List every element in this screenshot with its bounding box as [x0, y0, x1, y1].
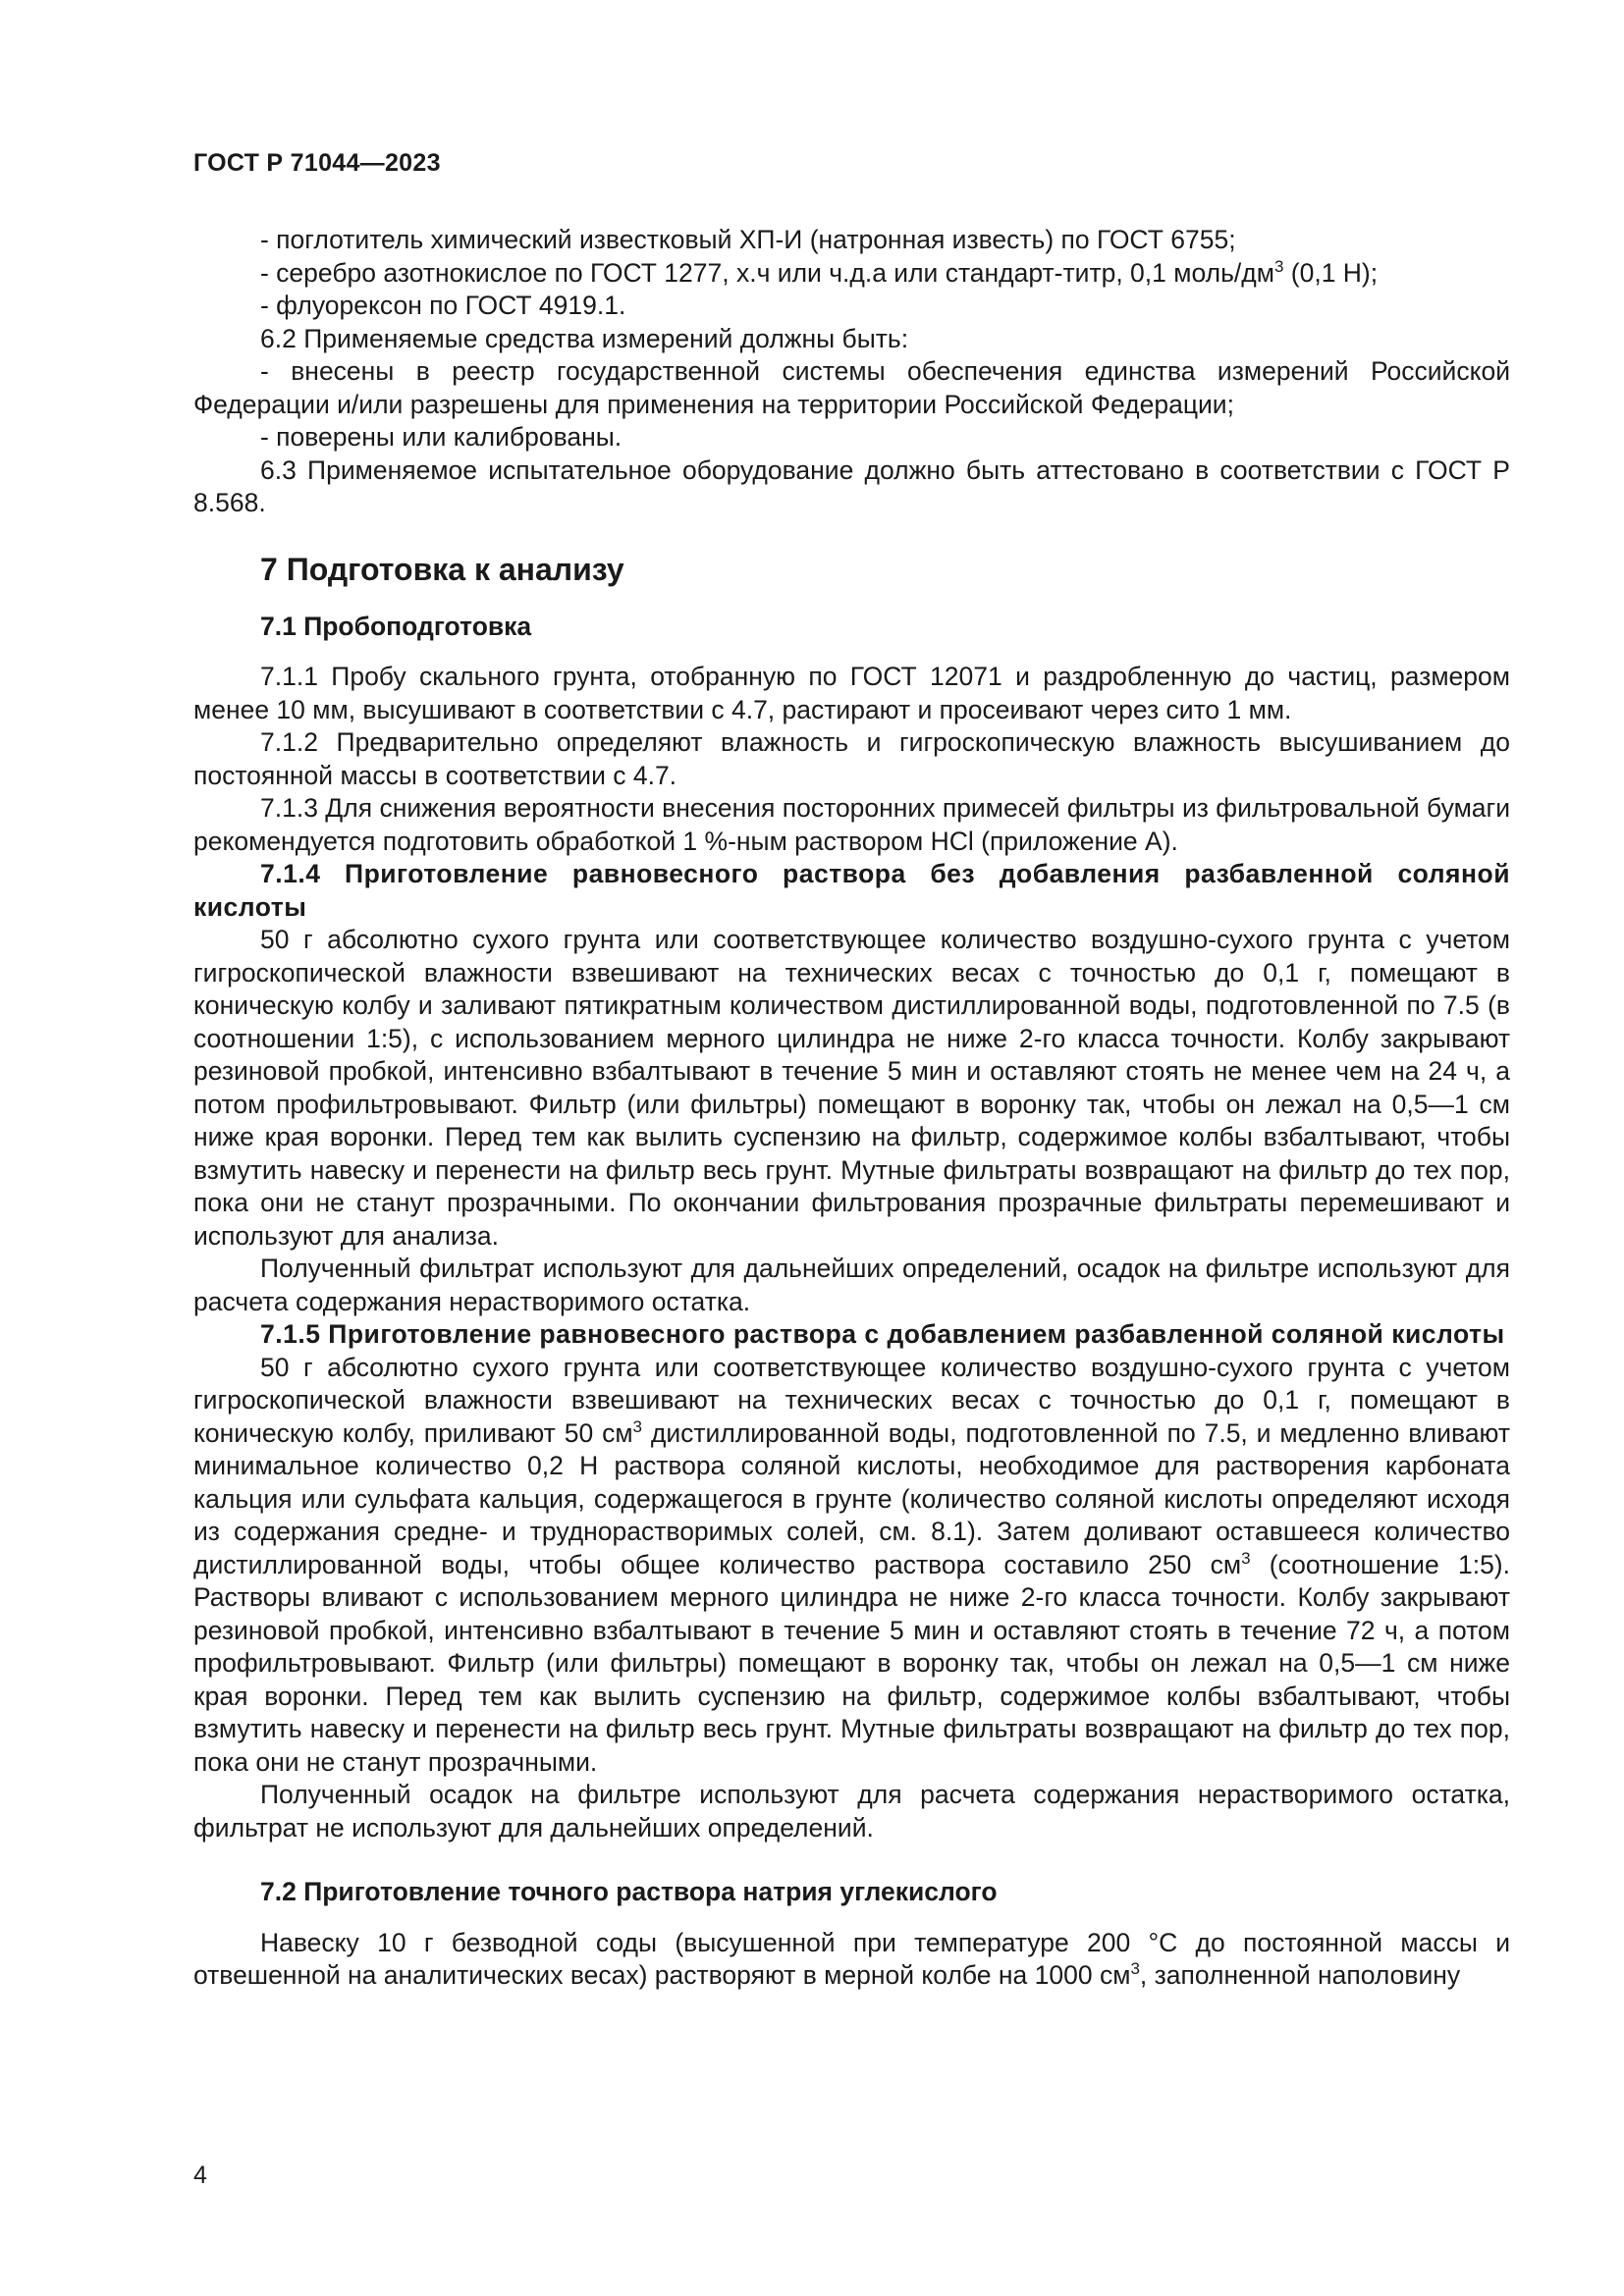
paragraph: 7.1.2 Предварительно определяют влажность и гигроскопическую влажность высушиванием до постоянной массы в соответствии с 4.7.: [193, 727, 1510, 790]
clause-heading: 7.1.4 Приготовление равновесного раствора без добавления разбавленной соляной кислоты: [193, 859, 1510, 922]
clause-heading: 7.1.5 Приготовление равновесного раствора с добавлением разбавленной соляной кислоты: [260, 1319, 1505, 1349]
paragraph: - внесены в реестр государственной системы обеспечения единства измерений Российской Федерации и/или разрешены для применения на территории Российской Федерации;: [193, 356, 1510, 419]
paragraph: 6.3 Применяемое испытательное оборудование должно быть аттестовано в соответствии с ГОСТ Р 8.568.: [193, 454, 1510, 517]
text-run: (соотношение 1:5). Растворы вливают с использованием мерного цилиндра не ниже 2-го класса точности. Колбу закрывают резиновой пробкой, интенсивно взбалтывают в течение 5 мин и оставляют стоять в течение 72 ч, а потом профильтровывают. Фильтр (или фильтры) помещают в воронку так, чтобы он лежал на 0,5—1 см ниже края воронки. Перед тем как вылить суспензию на фильтр, содержимое колбы взбалтывают, чтобы взмутить навеску и перенести на фильтр весь грунт. Мутные фильтраты возвращают на фильтр до тех пор, пока они не станут прозрачными.: [193, 1549, 1510, 1777]
paragraph: 6.2 Применяемые средства измерений должны быть:: [260, 323, 909, 353]
text-run: (0,1 Н);: [1283, 257, 1379, 288]
text-run: , заполненной наполовину: [1139, 1960, 1461, 1990]
paragraph: 7.1.3 Для снижения вероятности внесения посторонних примесей фильтры из фильтровальной бумаги рекомендуется подготовить обработкой 1 %-ным раствором HCl (приложение А).: [193, 793, 1510, 856]
paragraph: 7.1.1 Пробу скального грунта, отобранную по ГОСТ 12071 и раздробленную до частиц, размером менее 10 мм, высушивают в соответствии с 4.7, растирают и просеивают через сито 1 мм.: [193, 662, 1510, 724]
superscript: 3: [632, 1416, 643, 1436]
text-run: - серебро азотнокислое по ГОСТ 1277, х.ч или ч.д.а или стандарт-титр, 0,1 моль/дм: [260, 257, 1274, 288]
document-header: ГОСТ Р 71044—2023: [193, 149, 441, 177]
subsection-heading: 7.1 Пробоподготовка: [260, 611, 532, 641]
superscript: 3: [1273, 256, 1284, 276]
paragraph: [193, 257, 1510, 291]
paragraph: Полученный осадок на фильтре используют для расчета содержания нерастворимого остатка, фильтрат не используют для дальнейших определений.: [193, 1780, 1510, 1842]
paragraph: 50 г абсолютно сухого грунта или соответствующее количество воздушно-сухого грунта с учетом гигроскопической влажности взвешивают на технических весах с точностью до 0,1 г, помещают в коническую колбу и заливают пятикратным количеством дистиллированной воды, подготовленной по 7.5 (в соотношении 1:5), с использованием мерного цилиндра не ниже 2-го класса точности. Колбу закрывают резиновой пробкой, интенсивно взбалтывают в течение 5 мин и оставляют стоять не менее чем на 24 ч, а потом профильтровывают. Фильтр (или фильтры) помещают в воронку так, чтобы он лежал на 0,5—1 см ниже края воронки. Перед тем как вылить суспензию на фильтр, содержимое колбы взбалтывают, чтобы взмутить навеску и перенести на фильтр весь грунт. Мутные фильтраты возвращают на фильтр до тех пор, пока они не станут прозрачными. По окончании фильтрования прозрачные фильтраты перемешивают и используют для анализа.: [193, 925, 1510, 1251]
paragraph: - поглотитель химический известковый ХП-И (натронная известь) по ГОСТ 6755;: [260, 225, 1236, 254]
paragraph: Полученный фильтрат используют для дальнейших определений, осадок на фильтре используют для расчета содержания нерастворимого остатка.: [193, 1254, 1510, 1316]
paragraph: - флуорексон по ГОСТ 4919.1.: [260, 291, 626, 320]
document-body: [193, 224, 1510, 1993]
paragraph: - поверены или калиброваны.: [260, 422, 623, 452]
text-run: дистиллированной воды, подготовленной по 7.5, и медленно вливают минимальное количество 0,2 Н раствора соляной кислоты, необходимое для растворения карбоната кальция или сульфата кальция, содержащегося в грунте (количество соляной кислоты определяют исходя из содержания средне- и труднорастворимых солей, см. 8.1). Затем доливают оставшееся количество дистиллированной воды, чтобы общее количество раствора составило 250 см: [193, 1417, 1510, 1579]
paragraph: [193, 1352, 1510, 1780]
text-run: 50 г абсолютно сухого грунта или соответствующее количество воздушно-сухого грунта с учетом гигроскопической влажности взвешивают на технических весах с точностью до 0,1 г, помещают в коническую колбу, приливают 50 см: [193, 1352, 1510, 1448]
subsection-heading: 7.2 Приготовление точного раствора натрия углекислого: [260, 1877, 998, 1906]
section-heading: 7 Подготовка к анализу: [260, 551, 624, 587]
text-run: Навеску 10 г безводной соды (высушенной при температуре 200 °С до постоянной массы и отвешенной на аналитических весах) растворяют в мерной колбе на 1000 см: [193, 1927, 1510, 1990]
superscript: 3: [1130, 1959, 1140, 1979]
page-number: 4: [193, 2162, 207, 2189]
paragraph: [193, 1927, 1510, 1993]
superscript: 3: [1241, 1548, 1251, 1568]
